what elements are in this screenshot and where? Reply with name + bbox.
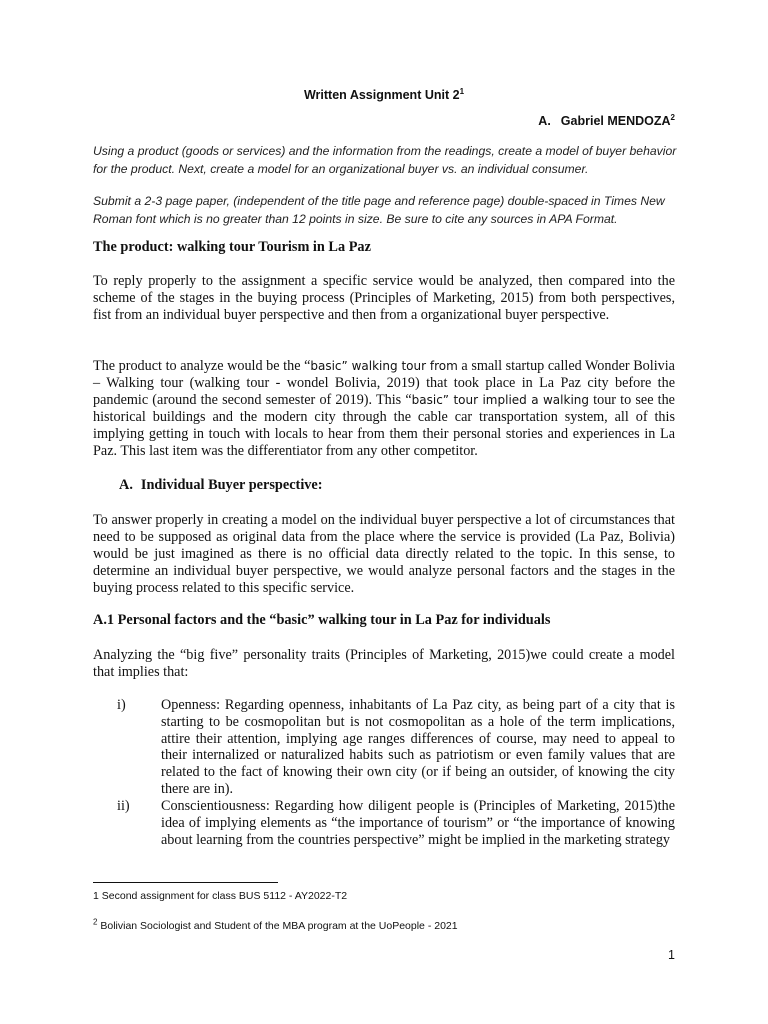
list-item-text: Openness: Regarding openness, inhabitants of La Paz city, as being part of a city that is starting to be cosmopolitan but is not cosmopolitan as a hole of the term implications, attire their attention, implying age ranges differences of course, may need to appeal to their internalized or naturalized habits such as patriotism or even family values that are related to the fact of knowing their own city (or if being an outsider, of knowing the city there are in). — [161, 697, 675, 797]
individual-buyer-heading: A. Individual Buyer perspective: — [119, 477, 323, 493]
individual-buyer-label: A. — [119, 477, 133, 493]
footnote-2: $^2$ Bolivian Sociologist and Student of the MBA program at the UoPeople - 2021 — [93, 917, 458, 932]
footnote-separator — [93, 882, 278, 883]
list-item-number: i) — [117, 697, 126, 713]
product-paragraph-2: The product to analyze would be the “basic” walking tour from a small startup called Wonder Bolivia – Walking tour (walking tour - wondel Bolivia, 2019) that took place in La Paz city before the pandemic (around the second semester of 2019). This “basic” tour implied a walking tour to see the historical buildings and the modern city through the cable car transportation system, all of this implying getting in touch with locals to hear from them their personal stories and experiences in La Paz. This last item was the differentiator from any other competitor. — [93, 358, 675, 459]
title-footnote-mark: 1 — [459, 86, 465, 96]
product-paragraph-1: To reply properly to the assignment a specific service would be analyzed, then compared into the scheme of the stages in the buying process (Principles of Marketing, 2015) from both perspectives, fist from an individual buyer perspective and then from a organizational buyer perspective. — [93, 273, 675, 323]
author-footnote-mark: 2 — [670, 112, 675, 122]
footnote-1: 1 Second assignment for class BUS 5112 - AY2022-T2 — [93, 890, 348, 902]
footnote-2-mark: 2 — [93, 917, 98, 927]
document-title: Written Assignment Unit $2^1$ — [303, 86, 465, 102]
individual-buyer-paragraph: To answer properly in creating a model on the individual buyer perspective a lot of circumstances that need to be supposed as original data from the place where the service is provided (La Paz, Bolivia) would be just imagined as there is no official data directly related to the topic. In this sense, to determine an individual buyer perspective, we would analyze personal factors and the stages in the buying process related to this specific service. — [93, 512, 675, 596]
instruction-paragraph-1: Using a product (goods or services) and the information from the readings, create a model of buyer behavior for the product. Next, create a model for an organizational buyer vs. an individual consumer. — [93, 144, 677, 176]
page-number: 1 — [668, 948, 675, 962]
big-five-intro-paragraph: Analyzing the “big five” personality traits (Principles of Marketing, 2015)we could create a model that implies that: — [93, 647, 675, 680]
personal-factors-heading: A.1 Personal factors and the “basic” walking tour in La Paz for individuals — [93, 612, 551, 628]
author-name: Gabriel MENDOZA — [560, 114, 671, 128]
list-item-number: ii) — [117, 798, 130, 814]
author-label: A. — [538, 114, 551, 128]
author-line — [538, 114, 675, 128]
instruction-paragraph-2: Submit a 2-3 page paper, (independent of the title page and reference page) double-spaced in Times New Roman font which is no greater than 12 points in size. Be sure to cite any sources in APA Format. — [93, 194, 665, 226]
list-item-text: Conscientiousness: Regarding how diligent people is (Principles of Marketing, 2015)the idea of implying elements as “the importance of tourism” or “the importance of knowing about learning from the countries perspective” might be implied in the marketing strategy — [161, 798, 675, 848]
product-heading: The product: walking tour Tourism in La Paz — [93, 239, 371, 255]
